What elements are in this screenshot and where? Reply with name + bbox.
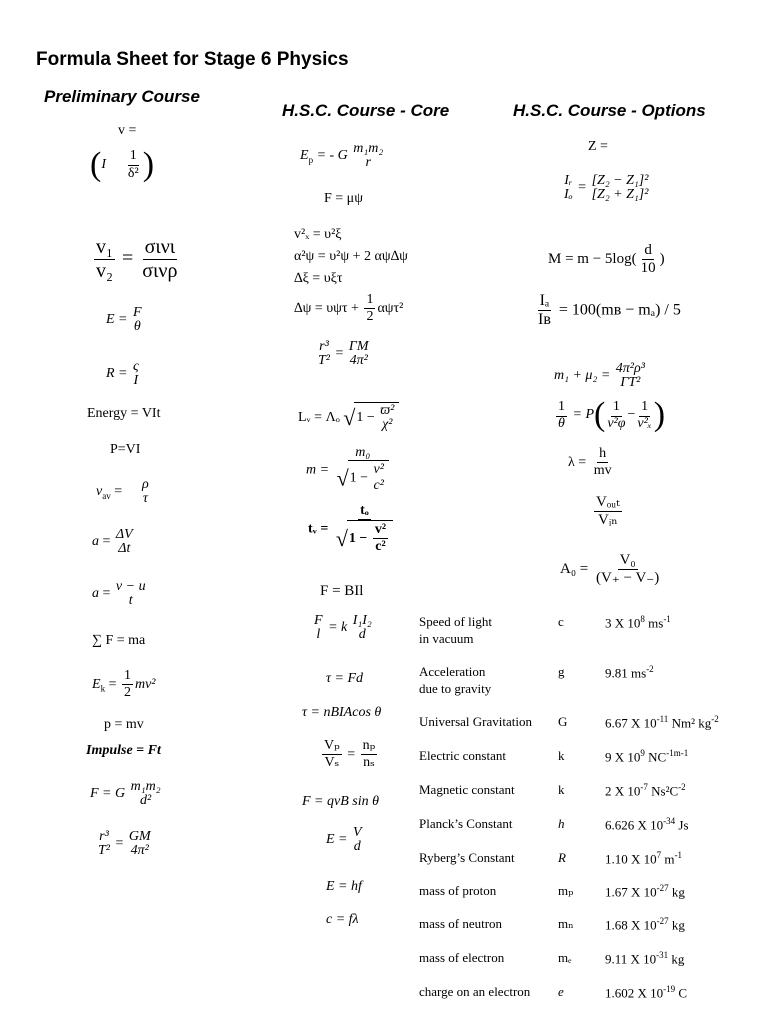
constant-value: 6.626 X $10^{-34}$ Js	[605, 816, 689, 833]
constant-name: Acceleration due to gravity	[419, 664, 492, 696]
constant-name: Ryberg’s Constant	[419, 850, 515, 865]
constant-symbol: e	[558, 984, 564, 999]
constant-value: 1.602 X $10^{-19}$ C	[605, 984, 688, 1001]
constant-name: Planck’s Constant	[419, 816, 513, 831]
constant-value: 1.68 X $10^{-27}$ kg	[605, 916, 685, 933]
constant-value: 9 X $10^9$ $NC^{-1m-1}$	[605, 748, 689, 765]
formula-kinematics-4: ∆ψ = υψτ + $\frac{1}{2}$ αψτ²	[294, 292, 404, 325]
constant-name: mass of neutron	[419, 916, 503, 931]
formula-kepler-core: r³ T² = ΓM 4π²	[318, 339, 369, 368]
page-title: Formula Sheet for Stage 6 Physics	[36, 49, 349, 70]
formula-force-on-conductor: F = BIl	[320, 583, 364, 599]
constant-name: charge on an electron	[419, 984, 531, 999]
formula-reflection: Iᵣ Iₒ = [Z₂ − Z₁]² [Z₂ + Z₁]²	[564, 173, 649, 202]
constant-name: mass of proton	[419, 883, 497, 898]
formula-kinematics-2: α²ψ = υ²ψ + 2 αψ∆ψ	[294, 249, 408, 264]
constant-name: Speed of light in vacuum	[419, 614, 492, 646]
constant-value: 1.10 X $10^7$ $m^{-1}$	[605, 850, 683, 867]
constant-value: 1.67 X $10^{-27}$ kg	[605, 883, 685, 900]
constant-symbol: mₑ	[558, 950, 572, 965]
constant-name: Magnetic constant	[419, 782, 515, 797]
formula-force-on-charge: F = qvB sin θ	[302, 794, 379, 809]
formula-energy: Energy = VIt	[87, 406, 161, 421]
formula-gravitation: F = G m₁m₂ d²	[90, 779, 161, 808]
formula-average-velocity: $v_{av}$ = ρ τ	[96, 477, 135, 506]
formula-transformer: $\frac{\text{Vₚ}}{\text{Vₛ}}$ = $\frac{\text{nₚ}}{\text{nₛ}}$	[324, 738, 376, 771]
formula-impulse: Impulse = Ft	[86, 743, 161, 758]
constant-symbol: c	[558, 614, 564, 629]
formula-magnitude: M = m − 5log( $\frac{d}{10}$ )	[548, 242, 665, 277]
formula-field-strength: E = V d	[326, 825, 362, 854]
formula-kepler-prelim: r³ T² = GM 4π²	[98, 829, 151, 858]
formula-time-dilation: tᵥ = tₒ √1 − $\frac{\text{v²}}{\text{c²}}$	[308, 503, 397, 555]
formula-wave-equation: c = fλ	[326, 912, 359, 927]
constant-name: Universal Gravitation	[419, 714, 532, 729]
formula-average-acceleration: a = ΔV Δt	[92, 527, 133, 556]
formula-torque: τ = Fd	[326, 671, 364, 686]
formula-gain: $\frac{\text{Vₒᵤₜ}}{\text{Vᵢₙ}}$	[596, 494, 620, 529]
formula-electric-field: E = F θ	[106, 305, 142, 334]
constant-value: 2 X $10^{-7}$ $Ns^2C^{-2}$	[605, 782, 686, 799]
formula-length-contraction: Lᵥ = Λₒ √1 − ϖ² χ²	[298, 402, 399, 432]
heading-core: H.S.C. Course - Core	[282, 101, 450, 120]
formula-resistance: R = ς I	[106, 359, 139, 388]
formula-binary-mass: m₁ + μ₂ = 4π²ρ³ ΓT²	[554, 361, 645, 390]
heading-options: H.S.C. Course - Options	[513, 101, 706, 120]
formula-force-between-wires: F l = k I₁I₂ d	[314, 613, 372, 642]
heading-preliminary: Preliminary Course	[44, 87, 200, 106]
formula-photon-energy: E = hf	[326, 879, 362, 894]
constant-value: 9.11 X $10^{-31}$ kg	[605, 950, 685, 967]
constant-name: mass of electron	[419, 950, 505, 965]
formula-power: P=VI	[110, 442, 141, 457]
formula-acceleration: a = v − u t	[92, 579, 146, 608]
formula-intensity: (I $\frac{1}{\text{δ²}}$ )	[90, 146, 140, 183]
constant-value: 9.81 $ms^{-2}$	[605, 664, 654, 681]
formula-potential-energy: $E_p$ = - G m₁m₂ r	[300, 141, 384, 170]
constant-symbol: k	[558, 782, 565, 797]
constant-value: 3 X $10^8$ $ms^{-1}$	[605, 614, 671, 631]
constant-symbol: g	[558, 664, 565, 679]
constant-symbol: k	[558, 748, 565, 763]
constant-symbol: mₚ	[558, 883, 574, 898]
formula-kinetic-energy: $E_k$ = $\frac{1}{2}$ mv²	[92, 668, 156, 701]
formula-kinematics-3: ∆ξ = υξτ	[294, 271, 343, 286]
constant-symbol: G	[558, 714, 568, 729]
formula-wave-speed: v =	[118, 123, 137, 138]
constant-symbol: R	[558, 850, 566, 865]
formula-period: $\frac{1}{\theta}$ = P( $\frac{1}{\text{v²φ}}$ − $\frac{1}{\text{v²ₓ}}$ )	[558, 396, 666, 433]
formula-impedance: Z =	[588, 139, 608, 154]
constant-symbol: h	[558, 816, 565, 831]
constant-value: 6.67 X $10^{-11}$ Nm² $kg^{-2}$	[605, 714, 719, 731]
formula-amplifier: A₀ = $\frac{\text{V₀}}{(V_+ - V_-)}$	[560, 552, 660, 587]
formula-kinematics-1: v²ₓ = υ²ξ	[294, 227, 342, 242]
formula-mass-dilation: m = m₀ √1 − v² c²	[306, 446, 393, 494]
formula-snell: $\frac{\text{v₁}}{\text{v₂}}$ = $\frac{\text{σινι}}{\text{σινρ}}$	[96, 236, 178, 282]
constant-symbol: mₙ	[558, 916, 574, 931]
formula-newton-second: ∑ F = ma	[92, 633, 146, 648]
formula-weight: F = μψ	[324, 191, 363, 206]
formula-torque-motor: τ = nBIAcos θ	[302, 705, 382, 720]
formula-momentum: p = mv	[104, 717, 144, 732]
formula-brightness-ratio: $\frac{\text{Iₐ}}{\text{Iʙ}}$ = 100(mʙ − mₐ) / 5	[538, 292, 681, 329]
formula-de-broglie: λ = $\frac{h}{mv}$	[568, 446, 612, 479]
constant-name: Electric constant	[419, 748, 506, 763]
